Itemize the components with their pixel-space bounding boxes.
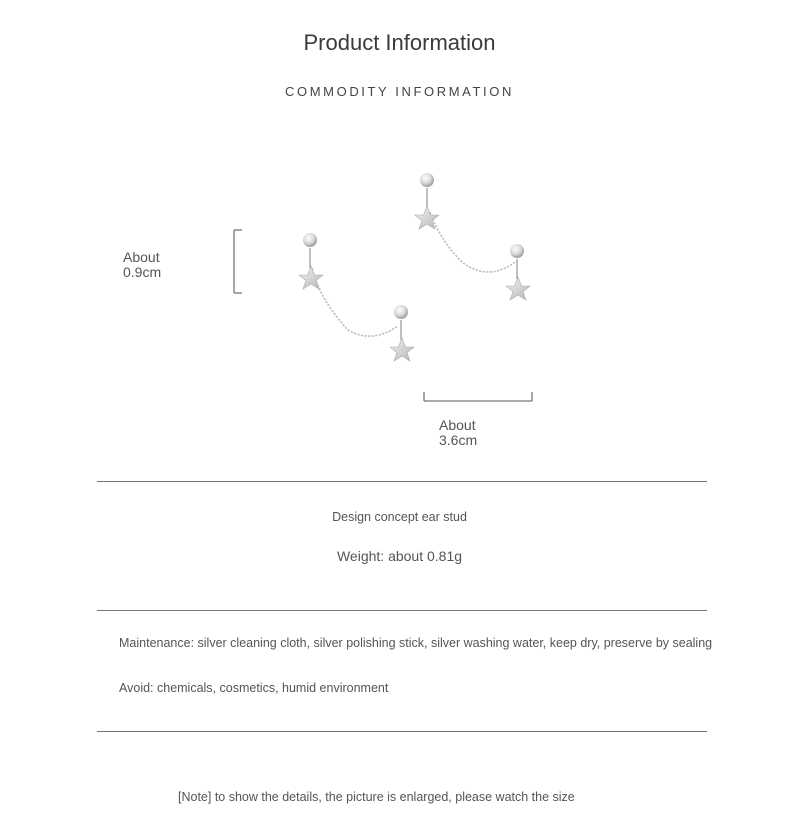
divider	[97, 731, 707, 732]
star-charm-icon	[299, 266, 323, 289]
footer-note: [Note] to show the details, the picture is enlarged, please watch the size	[178, 790, 575, 804]
width-label-value: 3.6cm	[439, 432, 478, 448]
height-label-value: 0.9cm	[123, 264, 162, 280]
page-subtitle: COMMODITY INFORMATION	[285, 84, 514, 99]
width-bracket	[424, 392, 532, 401]
divider	[97, 610, 707, 611]
height-label-prefix: About	[123, 249, 160, 265]
page-title: Product Information	[303, 30, 496, 55]
divider	[97, 481, 707, 482]
earring-left	[299, 233, 414, 361]
avoid-info: Avoid: chemicals, cosmetics, humid environment	[119, 681, 389, 695]
width-label-prefix: About	[439, 417, 476, 433]
width-label	[439, 418, 477, 448]
height-label	[123, 250, 161, 280]
star-charm-icon	[390, 338, 414, 361]
height-bracket	[234, 230, 242, 293]
earring-right	[415, 173, 530, 300]
weight-info: Weight: about 0.81g	[336, 548, 463, 564]
maintenance-info: Maintenance: silver cleaning cloth, silver polishing stick, silver washing water, keep dry, preserve by sealing	[119, 636, 713, 650]
star-charm-icon	[506, 277, 530, 300]
design-concept: Design concept ear stud	[332, 510, 467, 524]
